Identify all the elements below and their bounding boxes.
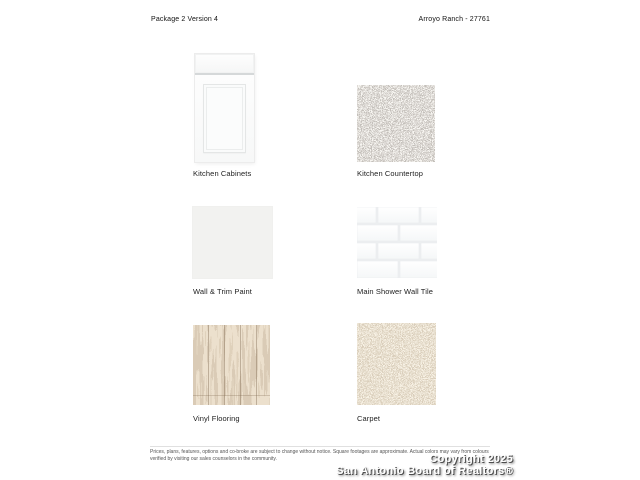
cabinet-shaker-panel: [203, 84, 246, 153]
carpet-swatch: [357, 323, 436, 405]
subway-tile-texture: [357, 207, 437, 278]
community-listing-label: Arroyo Ranch - 27761: [418, 16, 490, 23]
carpet-label: Carpet: [357, 414, 381, 423]
disclaimer-line-2: verified by visiting our sales counselors in the community.: [150, 455, 277, 462]
kitchen-cabinets-swatch: [195, 54, 254, 162]
cabinet-drawer-front: [195, 54, 254, 75]
kitchen-countertop-swatch: [357, 85, 435, 162]
footer-divider: [150, 446, 490, 447]
vinyl-flooring-label: Vinyl Flooring: [193, 414, 240, 423]
disclaimer-line-1: Prices, plans, features, options and co-broke are subject to change without notice. Square footages are approximate. Actual colors may vary from colours: [150, 449, 489, 455]
watermark-line-1: Copyright 2025: [429, 453, 513, 465]
kitchen-cabinets-label: Kitchen Cabinets: [193, 169, 252, 178]
oak-plank-texture: [193, 325, 270, 405]
shower-wall-tile-swatch: [357, 207, 437, 278]
wall-trim-paint-label: Wall & Trim Paint: [193, 287, 252, 296]
vinyl-flooring-swatch: [193, 325, 270, 405]
package-version-label: Package 2 Version 4: [151, 16, 219, 23]
granite-texture: [357, 85, 435, 162]
watermark-line-2: San Antonio Board of Realtors®: [336, 464, 513, 477]
wall-trim-paint-swatch: [193, 207, 272, 278]
copyright-watermark: [336, 454, 513, 477]
shower-wall-tile-label: Main Shower Wall Tile: [357, 287, 434, 296]
cabinet-door: [195, 75, 254, 162]
kitchen-countertop-label: Kitchen Countertop: [357, 169, 424, 178]
carpet-texture: [357, 323, 436, 405]
